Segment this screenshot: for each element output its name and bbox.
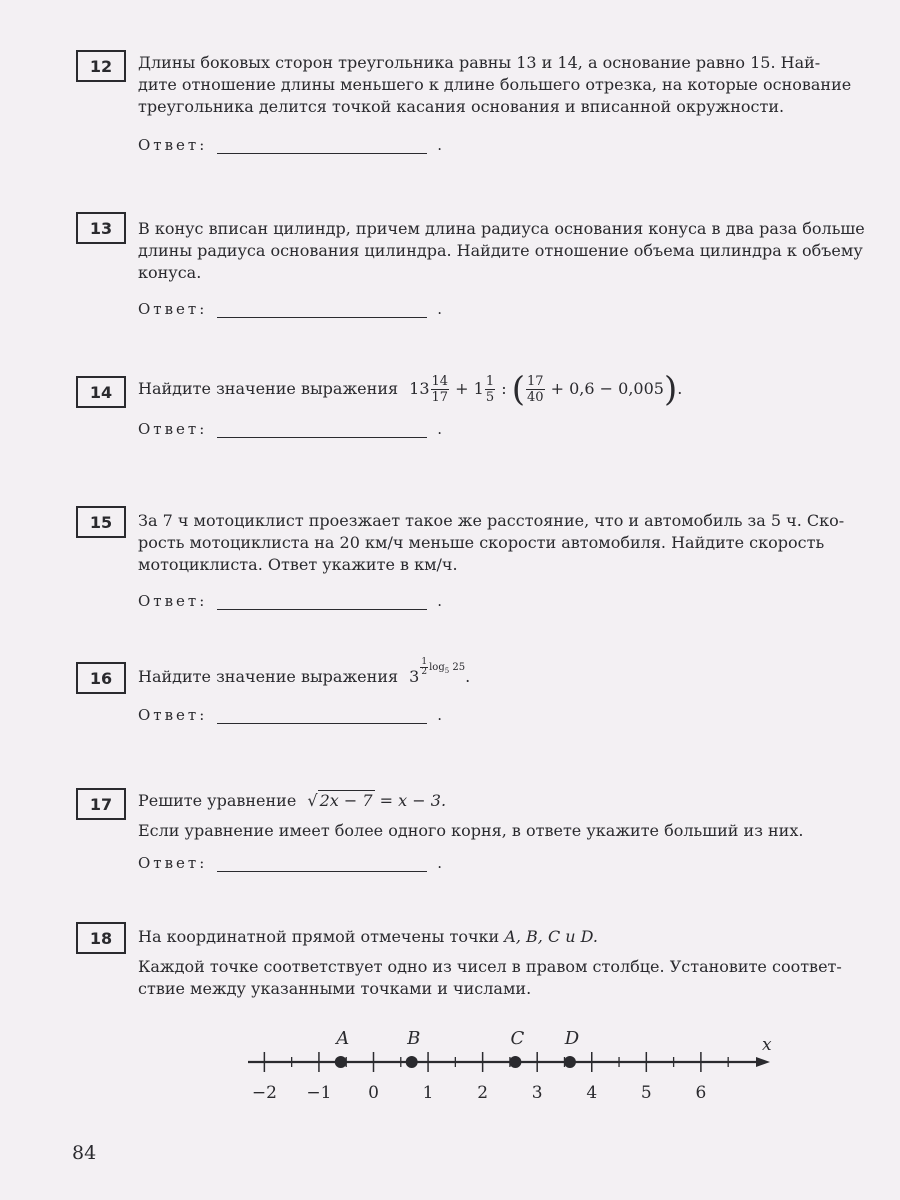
point-names: A, B, C и D. (504, 927, 598, 946)
problem-text (138, 926, 900, 1000)
exponent-fraction (420, 658, 428, 677)
answer-dot: . (437, 420, 446, 438)
expression-rest: + 0,6 − 0,005 (550, 379, 664, 398)
problem-statement: Решите уравнение (138, 791, 297, 810)
answer-row (138, 136, 445, 154)
page-number: 84 (72, 1142, 97, 1164)
math-expression (409, 657, 471, 686)
exponent (419, 657, 466, 677)
text-line: В конус вписан цилиндр, причем длина радиуса основания конуса в два раза больше (138, 219, 865, 238)
problem-number: 14 (76, 376, 126, 408)
tick-label: 1 (422, 1083, 434, 1103)
answer-field[interactable] (217, 423, 427, 438)
problem-text (138, 510, 900, 576)
answer-row (138, 854, 445, 872)
problem-number: 13 (76, 212, 126, 244)
answer-field[interactable] (217, 595, 427, 610)
text-line (138, 790, 900, 812)
answer-row (138, 592, 445, 610)
answer-dot: . (437, 854, 446, 872)
tick-label: 2 (477, 1083, 489, 1103)
problem-number: 15 (76, 506, 126, 538)
text-line: За 7 ч мотоциклист проезжает такое же расстояние, что и автомобиль за 5 ч. Ско- (138, 511, 845, 530)
answer-label: Ответ: (138, 854, 208, 872)
fraction (485, 374, 495, 405)
denominator: 5 (485, 390, 495, 405)
coordinate-line-figure (230, 1020, 790, 1130)
problem-text (138, 218, 900, 284)
equation-rhs: = x − 3. (379, 791, 447, 810)
text-line: Если уравнение имеет более одного корня, в ответе укажите больший из них. (138, 821, 804, 840)
point-a (335, 1056, 347, 1068)
answer-field[interactable] (217, 139, 427, 154)
answer-label: Ответ: (138, 300, 208, 318)
expression-end: . (677, 379, 683, 398)
answer-row (138, 706, 445, 724)
math-expression (409, 369, 683, 410)
power-base: 3 (409, 667, 420, 686)
problem-number: 16 (76, 662, 126, 694)
answer-label: Ответ: (138, 136, 208, 154)
operator: : (501, 379, 507, 398)
problem-text (138, 368, 900, 411)
tick-label: 4 (586, 1083, 598, 1103)
numerator: 1 (485, 374, 495, 389)
text-line (138, 926, 900, 948)
text-line: треугольника делится точкой касания основания и вписанной окружности. (138, 97, 785, 116)
log-word: log (429, 662, 445, 673)
text-line: длины радиуса основания цилиндра. Найдите отношение объема цилиндра к объему (138, 241, 863, 260)
answer-row (138, 420, 445, 438)
tick-label: −2 (251, 1083, 277, 1103)
answer-dot: . (437, 706, 446, 724)
answer-dot: . (437, 592, 446, 610)
text-line: Длины боковых сторон треугольника равны 13 и 14, а основание равно 15. Най- (138, 53, 821, 72)
point-label: A (336, 1028, 350, 1049)
point-c (509, 1056, 521, 1068)
text-line: Каждой точке соответствует одно из чисел в правом столбце. Установите соответ- (138, 957, 842, 976)
axis-arrow (756, 1057, 770, 1067)
log-base: 5 (444, 667, 450, 675)
problem-text (138, 52, 900, 118)
right-paren: ) (663, 369, 678, 410)
problem-text (138, 790, 900, 842)
point-label: B (407, 1028, 421, 1049)
answer-dot: . (437, 300, 446, 318)
numerator: 14 (431, 374, 449, 389)
answer-field[interactable] (217, 857, 427, 872)
text-line: ствие между указанными точками и числами. (138, 979, 532, 998)
numerator: 17 (526, 374, 544, 389)
tick-label: 5 (640, 1083, 652, 1103)
text-line: дите отношение длины меньшего к длине большего отрезка, на которые основание (138, 75, 852, 94)
point-label: C (510, 1028, 525, 1049)
point-label: D (564, 1028, 580, 1049)
tick-label: 0 (368, 1083, 379, 1103)
tick-label: 3 (531, 1083, 543, 1103)
problem-text (138, 657, 900, 689)
whole-part: 13 (409, 379, 430, 398)
answer-field[interactable] (217, 303, 427, 318)
numerator: 1 (421, 657, 428, 667)
point-d (564, 1056, 576, 1068)
problem-statement: Найдите значение выражения (138, 667, 399, 686)
point-b (406, 1056, 418, 1068)
problem-number: 12 (76, 50, 126, 82)
fraction (526, 374, 545, 405)
problem-statement: На координатной прямой отмечены точки (138, 927, 500, 946)
problem-statement: Найдите значение выражения (138, 379, 399, 398)
text-line: рость мотоциклиста на 20 км/ч меньше скорости автомобиля. Найдите скорость (138, 533, 825, 552)
denominator: 40 (526, 390, 544, 405)
whole-part: 1 (473, 379, 484, 398)
operator: + (455, 379, 469, 398)
answer-row (138, 300, 445, 318)
tick-label: −1 (306, 1083, 332, 1103)
tick-label: 6 (695, 1083, 707, 1103)
text-line: конуса. (138, 263, 202, 282)
expression-end: . (465, 667, 471, 686)
problem-number: 18 (76, 922, 126, 954)
denominator: 17 (431, 390, 449, 405)
fraction (431, 374, 450, 405)
text-line: мотоциклиста. Ответ укажите в км/ч. (138, 555, 458, 574)
axis-label: x (762, 1035, 772, 1055)
left-paren: ( (511, 369, 525, 410)
log-argument: 25 (452, 662, 466, 673)
answer-field[interactable] (217, 709, 427, 724)
answer-label: Ответ: (138, 420, 208, 438)
problem-number: 17 (76, 788, 126, 820)
answer-label: Ответ: (138, 592, 208, 610)
answer-label: Ответ: (138, 706, 208, 724)
answer-dot: . (437, 136, 446, 154)
radicand: 2x − 7 (319, 791, 373, 810)
sqrt-sign: √ (307, 791, 318, 810)
denominator: 2 (421, 667, 428, 677)
